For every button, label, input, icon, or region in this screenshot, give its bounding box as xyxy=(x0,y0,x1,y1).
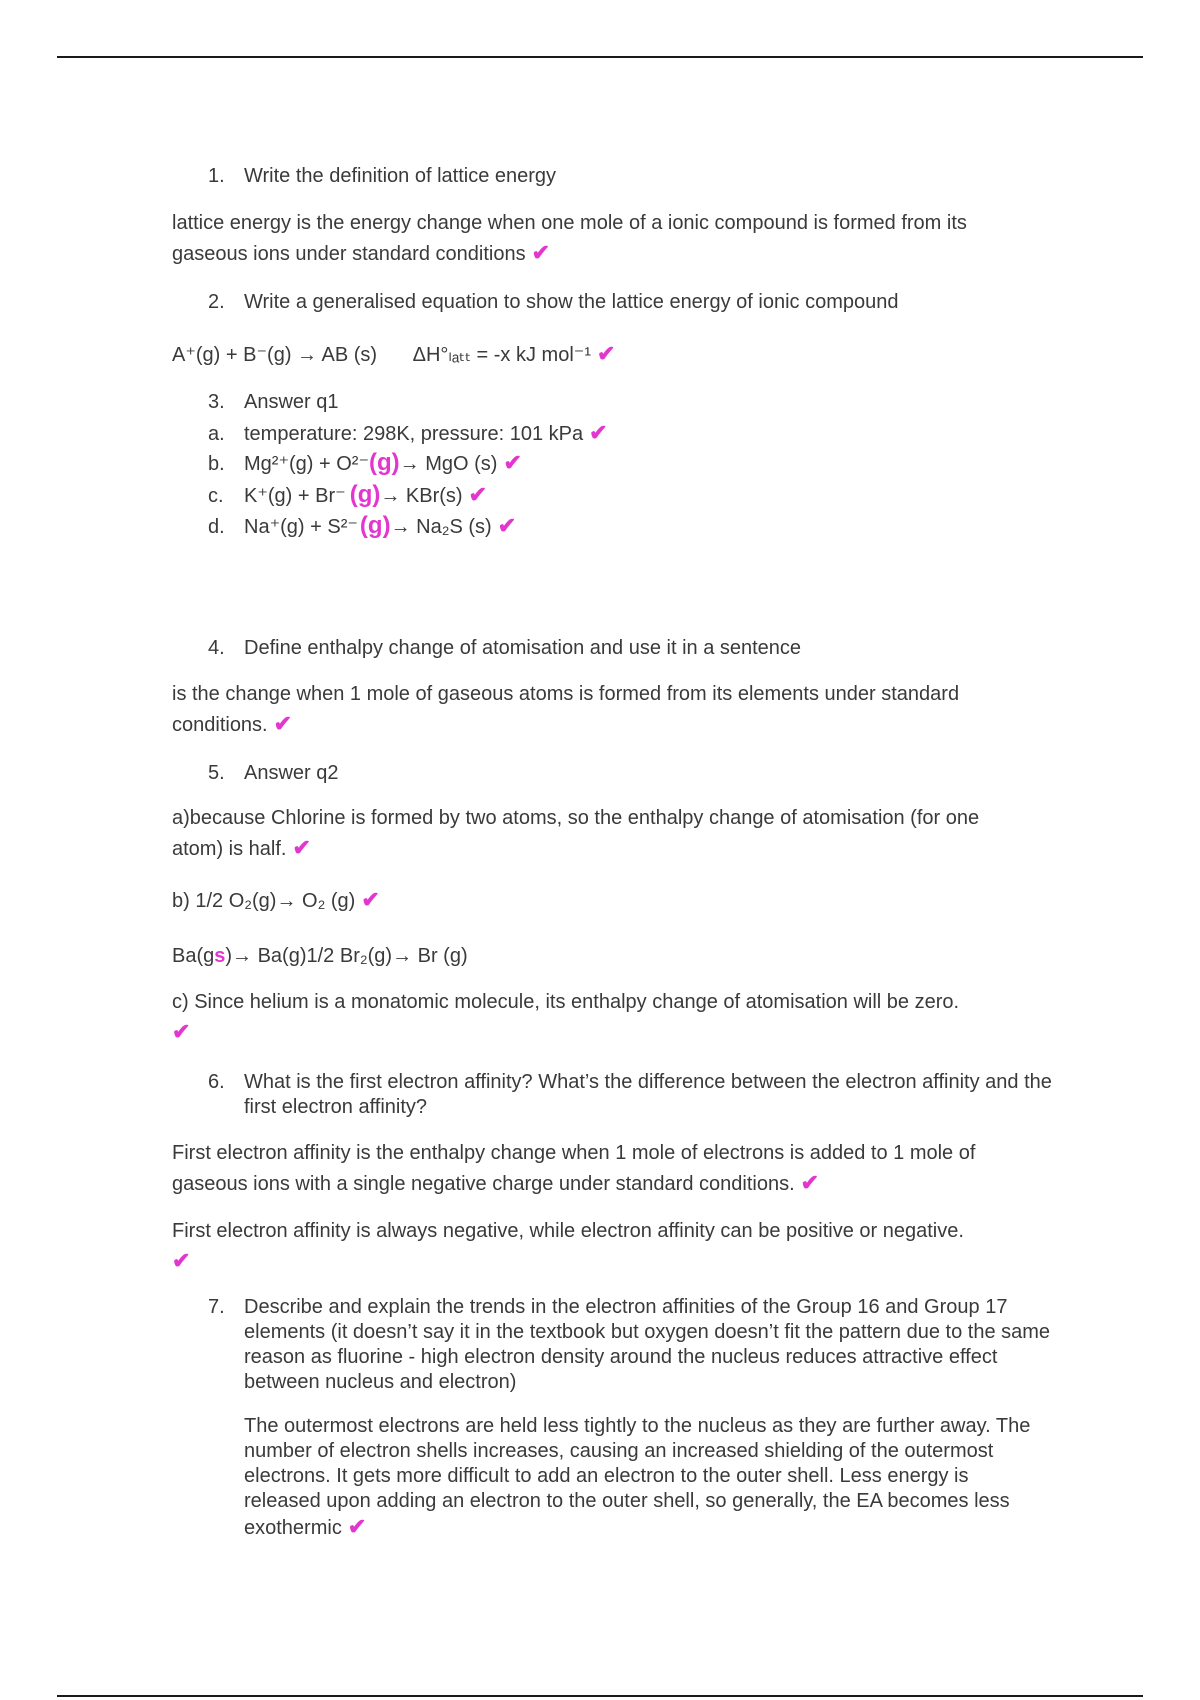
part-label: d. xyxy=(208,516,225,538)
check-mark-icon: ✔ xyxy=(273,711,293,736)
answer-5c xyxy=(172,988,1032,1048)
question-2 xyxy=(208,288,898,317)
question-5 xyxy=(208,759,339,788)
question-3 xyxy=(208,388,339,417)
check-mark-icon: ✔ xyxy=(361,887,380,912)
check-mark-icon: ✔ xyxy=(347,1514,367,1539)
equation-left: A⁺(g) + B⁻(g) → AB (s) xyxy=(172,344,378,366)
part-text: temperature: 298K, pressure: 101 kPa xyxy=(244,423,584,445)
part-text-end: → Na₂S (s) xyxy=(390,516,492,538)
correction-text: (g) xyxy=(359,512,391,539)
question-number: 7. xyxy=(208,1296,225,1318)
answer-6-p2 xyxy=(172,1217,1032,1277)
part-text-end: → KBr(s) xyxy=(380,485,463,507)
question-text: Answer q2 xyxy=(244,762,339,784)
part-label: c. xyxy=(208,485,224,507)
answer-5b-equation xyxy=(172,942,468,971)
question-text: What is the first electron affinity? What’s the difference between the electron affinity and the first electron affinity? xyxy=(244,1071,1052,1118)
question-number: 6. xyxy=(208,1071,225,1093)
correction-text: (g) xyxy=(369,449,400,476)
equation-text: Ba(g xyxy=(172,945,215,967)
equation-text-end: )→ Ba(g)1/2 Br₂(g)→ Br (g) xyxy=(225,945,468,967)
check-mark-icon: ✔ xyxy=(497,513,517,538)
part-text-end: → MgO (s) xyxy=(399,453,498,475)
check-mark-icon: ✔ xyxy=(503,450,522,475)
question-number: 4. xyxy=(208,637,225,659)
part-text: K⁺(g) + Br⁻ xyxy=(244,485,346,507)
answer-text: b) 1/2 O₂(g)→ O₂ (g) xyxy=(172,890,356,912)
question-1 xyxy=(208,162,556,191)
question-text: Write a generalised equation to show the lattice energy of ionic compound xyxy=(244,291,899,313)
question-text: Describe and explain the trends in the electron affinities of the Group 16 and Group 17 elements (it doesn’t say it in the textbook but oxygen doesn’t fit the pattern due to the same reason as fluorine - high electron density around the nucleus reduces attractive effect between nucleus and electron) xyxy=(244,1296,1051,1393)
answer-text: First electron affinity is the enthalpy change when 1 mole of electrons is added to 1 mole of gaseous ions with a single negative charge under standard conditions. xyxy=(172,1142,976,1195)
answer-7 xyxy=(244,1414,1044,1541)
question-number: 5. xyxy=(208,762,225,784)
bottom-rule xyxy=(57,1695,1143,1697)
answer-text: First electron affinity is always negative, while electron affinity can be positive or negative. xyxy=(172,1220,964,1242)
answer-text: The outermost electrons are held less tightly to the nucleus as they are further away. The number of electron shells increases, causing an increased shielding of the outermost electrons. It gets more difficult to add an electron to the outer shell. Less energy is released upon adding an electron to the outer shell, so generally, the EA becomes less exothermic xyxy=(244,1415,1031,1539)
answer-3-part xyxy=(208,511,516,542)
question-4 xyxy=(208,634,801,663)
answer-text: a)because Chlorine is formed by two atoms, so the enthalpy change of atomisation (for one atom) is half. xyxy=(172,807,980,860)
question-text: Define enthalpy change of atomisation and use it in a sentence xyxy=(244,637,802,659)
answer-5a xyxy=(172,804,1032,864)
equation-delta: ΔH°ₗₐₜₜ = -x kJ mol⁻¹ xyxy=(412,344,591,366)
correction-text: s xyxy=(214,945,226,967)
question-number: 2. xyxy=(208,291,225,313)
answer-text: lattice energy is the energy change when one mole of a ionic compound is formed from its gaseous ions under standard conditions xyxy=(172,212,967,265)
check-mark-icon: ✔ xyxy=(531,240,551,265)
check-mark-icon: ✔ xyxy=(468,482,488,507)
answer-3-part xyxy=(208,480,487,511)
answer-6-p1 xyxy=(172,1139,1032,1199)
check-mark-icon: ✔ xyxy=(172,1019,191,1044)
check-mark-icon: ✔ xyxy=(800,1170,820,1195)
correction-text: (g) xyxy=(349,481,381,508)
question-6 xyxy=(208,1070,1074,1120)
answer-text: is the change when 1 mole of gaseous atoms is formed from its elements under standard conditions. xyxy=(172,683,960,736)
part-label: a. xyxy=(208,423,225,445)
part-text: Mg²⁺(g) + O²⁻ xyxy=(244,453,370,475)
answer-1 xyxy=(172,209,1032,269)
check-mark-icon: ✔ xyxy=(292,835,311,860)
question-number: 3. xyxy=(208,391,225,413)
check-mark-icon: ✔ xyxy=(589,420,608,445)
answer-3-part xyxy=(208,448,522,479)
question-text: Write the definition of lattice energy xyxy=(244,165,557,187)
check-mark-icon: ✔ xyxy=(172,1248,191,1273)
check-mark-icon: ✔ xyxy=(596,341,616,366)
answer-5b xyxy=(172,885,380,916)
question-number: 1. xyxy=(208,165,225,187)
question-7 xyxy=(208,1295,1074,1395)
part-text: Na⁺(g) + S²⁻ xyxy=(244,516,358,538)
question-text: Answer q1 xyxy=(244,391,339,413)
answer-3-part xyxy=(208,418,608,449)
answer-2-equation xyxy=(172,339,615,370)
answer-4 xyxy=(172,680,1032,740)
answer-text: c) Since helium is a monatomic molecule, its enthalpy change of atomisation will be zero. xyxy=(172,991,960,1013)
part-label: b. xyxy=(208,453,225,475)
